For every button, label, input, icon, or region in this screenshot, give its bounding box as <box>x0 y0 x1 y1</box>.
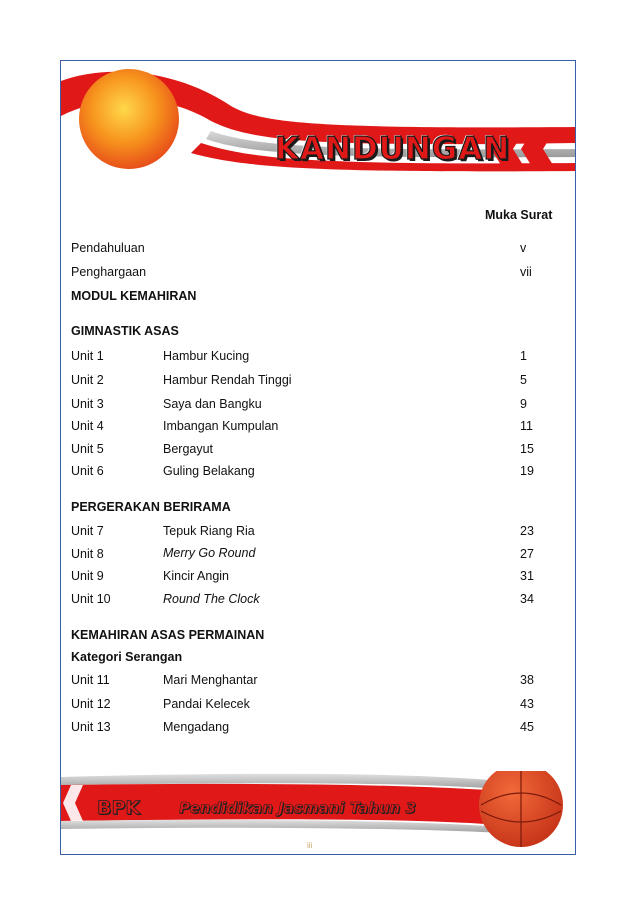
toc-unit: Unit 11 <box>71 673 110 687</box>
page-number: iii <box>307 841 313 850</box>
toc-title: Tepuk Riang Ria <box>163 524 255 538</box>
toc-page: 9 <box>520 397 527 411</box>
toc-page: 5 <box>520 373 527 387</box>
toc-unit: Unit 12 <box>71 697 111 711</box>
toc-title: Hambur Kucing <box>163 349 250 363</box>
page-frame <box>60 60 576 855</box>
toc-unit: Unit 1 <box>71 349 104 363</box>
toc-title: Kincir Angin <box>163 569 230 583</box>
toc-unit: Unit 2 <box>71 373 104 387</box>
toc-title: Hambur Rendah Tinggi <box>163 373 292 387</box>
page-column-header: Muka Surat <box>485 208 553 222</box>
toc-unit: Unit 10 <box>71 592 111 606</box>
footer-logo-text: BPK <box>97 797 141 819</box>
toc-page: 38 <box>520 673 534 687</box>
header-banner <box>61 61 576 173</box>
toc-label: Pendahuluan <box>71 241 145 255</box>
toc-unit: Unit 9 <box>71 569 104 583</box>
module-heading: MODUL KEMAHIRAN <box>71 289 197 303</box>
toc-title: Mengadang <box>163 720 230 734</box>
toc-page: 19 <box>520 464 534 478</box>
toc-title: Guling Belakang <box>163 464 255 478</box>
toc-label: Penghargaan <box>71 265 147 279</box>
toc-unit: Unit 13 <box>71 720 111 734</box>
toc-page: 34 <box>520 592 534 606</box>
toc-unit: Unit 3 <box>71 397 104 411</box>
section-heading: PERGERAKAN BERIRAMA <box>71 500 231 514</box>
toc-title: Mari Menghantar <box>163 673 258 687</box>
toc-page: 23 <box>520 524 534 538</box>
toc-title: Pandai Kelecek <box>163 697 250 711</box>
toc-unit: Unit 8 <box>71 547 104 561</box>
footer-banner <box>61 771 576 855</box>
section-subheading: Kategori Serangan <box>71 650 183 664</box>
toc-title: Merry Go Round <box>163 546 256 560</box>
toc-title: Saya dan Bangku <box>163 397 262 411</box>
section-heading: KEMAHIRAN ASAS PERMAINAN <box>71 628 265 642</box>
toc-page: 15 <box>520 442 534 456</box>
toc-page: v <box>520 241 527 255</box>
toc-unit: Unit 5 <box>71 442 104 456</box>
toc-page: vii <box>520 265 532 279</box>
toc-page: 11 <box>520 419 533 433</box>
toc-page: 43 <box>520 697 534 711</box>
footer-book-title: Pendidikan Jasmani Tahun 3 <box>179 799 416 817</box>
toc-page: 45 <box>520 720 534 734</box>
page-title: KANDUNGAN <box>275 131 511 167</box>
section-heading: GIMNASTIK ASAS <box>71 324 179 338</box>
toc-unit: Unit 6 <box>71 464 104 478</box>
toc-page: 31 <box>520 569 534 583</box>
toc-title: Imbangan Kumpulan <box>163 419 279 433</box>
toc-unit: Unit 4 <box>71 419 104 433</box>
toc-page: 27 <box>520 547 534 561</box>
toc-title: Bergayut <box>163 442 214 456</box>
toc-title: Round The Clock <box>163 592 260 606</box>
toc-page: 1 <box>520 349 527 363</box>
toc-unit: Unit 7 <box>71 524 104 538</box>
